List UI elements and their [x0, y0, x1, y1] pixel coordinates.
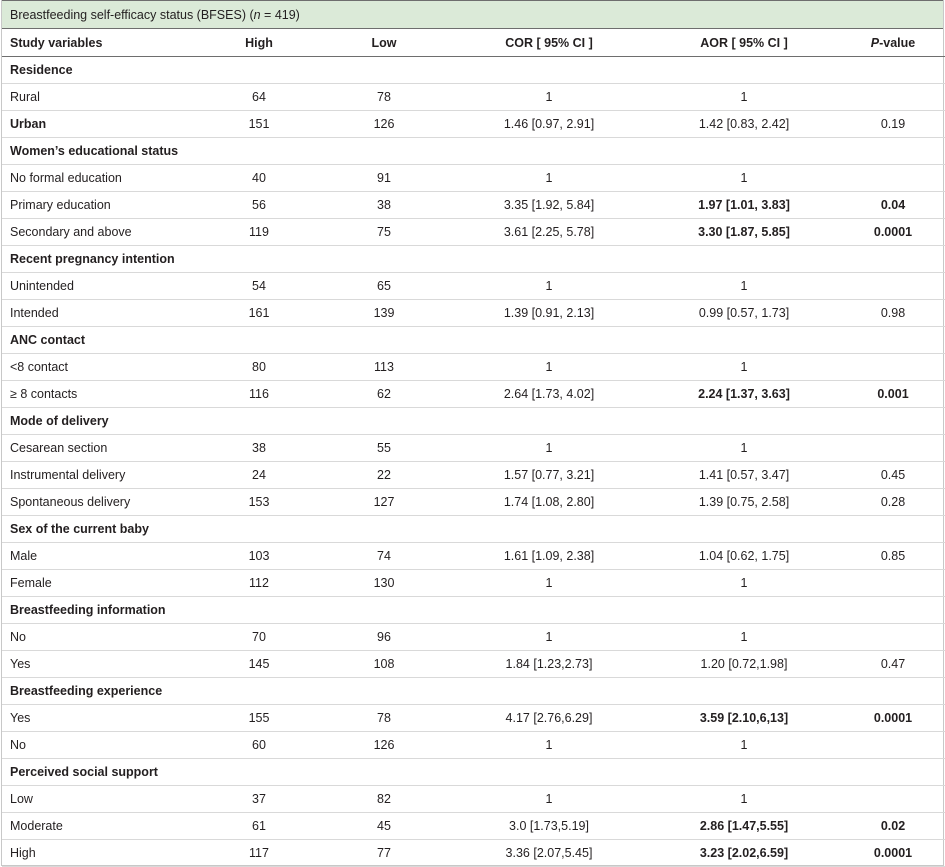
cell-pvalue: 0.28 — [841, 489, 945, 516]
cell-cor: 4.17 [2.76,6.29] — [451, 705, 647, 732]
cell-low: 78 — [317, 705, 451, 732]
table-row — [2, 651, 945, 678]
cell-variable: ≥ 8 contacts — [2, 381, 201, 408]
cell-low: 96 — [317, 624, 451, 651]
cell-cor: 1.46 [0.97, 2.91] — [451, 111, 647, 138]
cell-aor: 1 — [647, 570, 841, 597]
section-label: ANC contact — [2, 327, 945, 354]
cell-variable: Yes — [2, 651, 201, 678]
cell-high: 103 — [201, 543, 317, 570]
cell-low: 62 — [317, 381, 451, 408]
cell-aor: 3.59 [2.10,6,13] — [647, 705, 841, 732]
cell-low: 22 — [317, 462, 451, 489]
header-study-variables: Study variables — [2, 29, 201, 57]
cell-pvalue: 0.0001 — [841, 219, 945, 246]
cell-pvalue — [841, 273, 945, 300]
cell-high: 61 — [201, 813, 317, 840]
cell-aor: 1.39 [0.75, 2.58] — [647, 489, 841, 516]
cell-variable: Secondary and above — [2, 219, 201, 246]
cell-pvalue — [841, 624, 945, 651]
cell-pvalue — [841, 786, 945, 813]
section-header-row — [2, 678, 945, 705]
cell-aor: 1 — [647, 354, 841, 381]
cell-cor: 1 — [451, 624, 647, 651]
table-body — [2, 57, 945, 867]
section-header-row — [2, 597, 945, 624]
cell-low: 45 — [317, 813, 451, 840]
cell-pvalue: 0.85 — [841, 543, 945, 570]
cell-high: 54 — [201, 273, 317, 300]
table-row — [2, 381, 945, 408]
cell-cor: 3.35 [1.92, 5.84] — [451, 192, 647, 219]
cell-pvalue: 0.04 — [841, 192, 945, 219]
cell-pvalue — [841, 354, 945, 381]
table-container — [1, 0, 944, 866]
header-low: Low — [317, 29, 451, 57]
cell-low: 75 — [317, 219, 451, 246]
cell-high: 153 — [201, 489, 317, 516]
cell-cor: 1 — [451, 84, 647, 111]
cell-pvalue — [841, 84, 945, 111]
table-caption — [2, 0, 943, 29]
section-label: Women’s educational status — [2, 138, 945, 165]
cell-pvalue: 0.0001 — [841, 840, 945, 867]
section-header-row — [2, 759, 945, 786]
cell-aor: 1 — [647, 165, 841, 192]
cell-low: 139 — [317, 300, 451, 327]
cell-cor: 3.36 [2.07,5.45] — [451, 840, 647, 867]
cell-cor: 1 — [451, 273, 647, 300]
cell-cor: 3.61 [2.25, 5.78] — [451, 219, 647, 246]
cell-aor: 2.24 [1.37, 3.63] — [647, 381, 841, 408]
cell-pvalue: 0.0001 — [841, 705, 945, 732]
header-pvalue-italic: P — [870, 35, 880, 50]
table-row — [2, 84, 945, 111]
cell-aor: 1 — [647, 84, 841, 111]
table-row — [2, 219, 945, 246]
section-label: Residence — [2, 57, 945, 84]
cell-low: 91 — [317, 165, 451, 192]
table-row — [2, 165, 945, 192]
header-pvalue — [841, 29, 945, 57]
cell-variable: Primary education — [2, 192, 201, 219]
cell-variable: High — [2, 840, 201, 867]
cell-low: 113 — [317, 354, 451, 381]
table-row — [2, 570, 945, 597]
cell-low: 126 — [317, 732, 451, 759]
cell-high: 151 — [201, 111, 317, 138]
caption-suffix: = 419) — [260, 8, 300, 22]
cell-high: 60 — [201, 732, 317, 759]
cell-cor: 1.61 [1.09, 2.38] — [451, 543, 647, 570]
cell-variable: Female — [2, 570, 201, 597]
table-row — [2, 273, 945, 300]
cell-low: 38 — [317, 192, 451, 219]
cell-aor: 1 — [647, 435, 841, 462]
table-row — [2, 813, 945, 840]
cell-low: 108 — [317, 651, 451, 678]
cell-aor: 1 — [647, 624, 841, 651]
cell-aor: 3.30 [1.87, 5.85] — [647, 219, 841, 246]
cell-low: 82 — [317, 786, 451, 813]
cell-high: 112 — [201, 570, 317, 597]
cell-cor: 1 — [451, 165, 647, 192]
cell-pvalue: 0.02 — [841, 813, 945, 840]
header-pvalue-suffix: -value — [879, 35, 916, 50]
cell-variable: No formal education — [2, 165, 201, 192]
cell-high: 38 — [201, 435, 317, 462]
cell-pvalue — [841, 732, 945, 759]
cell-cor: 1 — [451, 435, 647, 462]
cell-high: 155 — [201, 705, 317, 732]
cell-variable: Instrumental delivery — [2, 462, 201, 489]
cell-cor: 1.74 [1.08, 2.80] — [451, 489, 647, 516]
cell-low: 127 — [317, 489, 451, 516]
header-row — [2, 29, 945, 57]
cell-aor: 1.97 [1.01, 3.83] — [647, 192, 841, 219]
results-table — [2, 29, 945, 867]
cell-low: 126 — [317, 111, 451, 138]
cell-high: 116 — [201, 381, 317, 408]
caption-prefix: Breastfeeding self-efficacy status (BFSES) ( — [10, 8, 254, 22]
table-row — [2, 111, 945, 138]
cell-variable: Spontaneous delivery — [2, 489, 201, 516]
cell-cor: 1 — [451, 570, 647, 597]
cell-pvalue — [841, 435, 945, 462]
cell-high: 37 — [201, 786, 317, 813]
cell-cor: 1 — [451, 354, 647, 381]
table-row — [2, 489, 945, 516]
cell-high: 64 — [201, 84, 317, 111]
cell-variable: Low — [2, 786, 201, 813]
table-row — [2, 435, 945, 462]
cell-pvalue — [841, 165, 945, 192]
table-row — [2, 354, 945, 381]
section-label: Sex of the current baby — [2, 516, 945, 543]
cell-aor: 1 — [647, 273, 841, 300]
cell-pvalue: 0.001 — [841, 381, 945, 408]
cell-cor: 1 — [451, 786, 647, 813]
cell-high: 56 — [201, 192, 317, 219]
cell-low: 65 — [317, 273, 451, 300]
cell-aor: 1.42 [0.83, 2.42] — [647, 111, 841, 138]
table-row — [2, 624, 945, 651]
cell-pvalue: 0.19 — [841, 111, 945, 138]
section-label: Breastfeeding information — [2, 597, 945, 624]
cell-aor: 1.41 [0.57, 3.47] — [647, 462, 841, 489]
section-label: Perceived social support — [2, 759, 945, 786]
cell-variable: Moderate — [2, 813, 201, 840]
section-header-row — [2, 57, 945, 84]
cell-aor: 3.23 [2.02,6.59] — [647, 840, 841, 867]
section-label: Breastfeeding experience — [2, 678, 945, 705]
cell-cor: 1 — [451, 732, 647, 759]
cell-high: 145 — [201, 651, 317, 678]
cell-high: 70 — [201, 624, 317, 651]
section-header-row — [2, 327, 945, 354]
cell-variable: Cesarean section — [2, 435, 201, 462]
cell-variable: Yes — [2, 705, 201, 732]
section-header-row — [2, 408, 945, 435]
table-row — [2, 462, 945, 489]
table-row — [2, 786, 945, 813]
cell-variable: Rural — [2, 84, 201, 111]
cell-aor: 1.04 [0.62, 1.75] — [647, 543, 841, 570]
cell-high: 161 — [201, 300, 317, 327]
cell-pvalue: 0.98 — [841, 300, 945, 327]
cell-low: 74 — [317, 543, 451, 570]
cell-low: 130 — [317, 570, 451, 597]
cell-aor: 0.99 [0.57, 1.73] — [647, 300, 841, 327]
cell-aor: 2.86 [1.47,5.55] — [647, 813, 841, 840]
section-header-row — [2, 516, 945, 543]
cell-variable: Intended — [2, 300, 201, 327]
section-label: Recent pregnancy intention — [2, 246, 945, 273]
cell-cor: 1.39 [0.91, 2.13] — [451, 300, 647, 327]
cell-variable: Unintended — [2, 273, 201, 300]
section-label: Mode of delivery — [2, 408, 945, 435]
cell-low: 78 — [317, 84, 451, 111]
table-row — [2, 732, 945, 759]
cell-variable: <8 contact — [2, 354, 201, 381]
cell-pvalue — [841, 570, 945, 597]
table-row — [2, 705, 945, 732]
cell-aor: 1 — [647, 732, 841, 759]
cell-variable: Urban — [2, 111, 201, 138]
header-cor: COR [ 95% CI ] — [451, 29, 647, 57]
section-header-row — [2, 138, 945, 165]
cell-cor: 1.84 [1.23,2.73] — [451, 651, 647, 678]
cell-aor: 1.20 [0.72,1.98] — [647, 651, 841, 678]
header-high: High — [201, 29, 317, 57]
cell-low: 77 — [317, 840, 451, 867]
table-row — [2, 300, 945, 327]
cell-cor: 1.57 [0.77, 3.21] — [451, 462, 647, 489]
table-row — [2, 840, 945, 867]
table-row — [2, 192, 945, 219]
cell-variable: No — [2, 732, 201, 759]
cell-pvalue: 0.45 — [841, 462, 945, 489]
cell-variable: No — [2, 624, 201, 651]
cell-high: 117 — [201, 840, 317, 867]
cell-high: 80 — [201, 354, 317, 381]
table-row — [2, 543, 945, 570]
cell-cor: 3.0 [1.73,5.19] — [451, 813, 647, 840]
caption-n: n — [253, 8, 261, 22]
cell-low: 55 — [317, 435, 451, 462]
section-header-row — [2, 246, 945, 273]
cell-aor: 1 — [647, 786, 841, 813]
cell-high: 24 — [201, 462, 317, 489]
cell-high: 119 — [201, 219, 317, 246]
cell-pvalue: 0.47 — [841, 651, 945, 678]
cell-cor: 2.64 [1.73, 4.02] — [451, 381, 647, 408]
cell-variable: Male — [2, 543, 201, 570]
header-aor: AOR [ 95% CI ] — [647, 29, 841, 57]
cell-high: 40 — [201, 165, 317, 192]
